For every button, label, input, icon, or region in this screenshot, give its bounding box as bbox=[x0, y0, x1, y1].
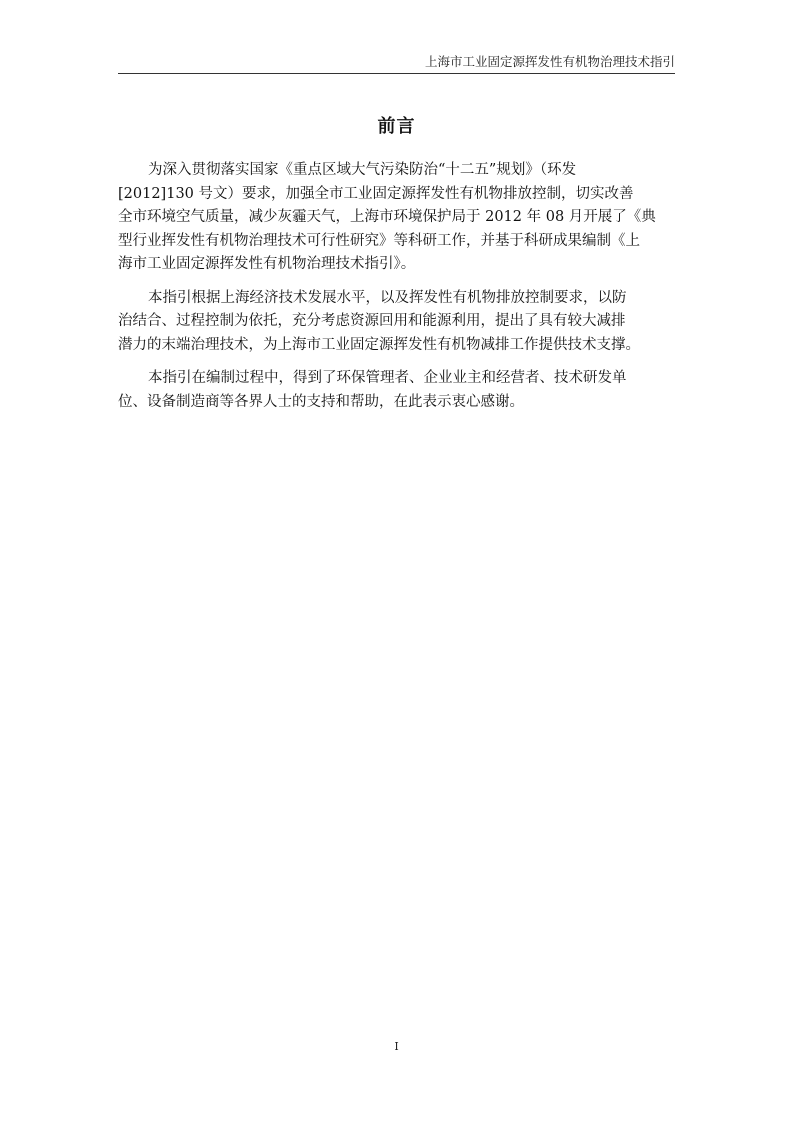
paragraph-line: 潜力的末端治理技术，为上海市工业固定源挥发性有机物减排工作提供技术支撑。 bbox=[118, 336, 640, 353]
paragraph-line: [2012]130 号文）要求，加强全市工业固定源挥发性有机物排放控制，切实改善 bbox=[118, 185, 634, 202]
paragraph-2 bbox=[118, 287, 680, 358]
paragraph-1 bbox=[118, 159, 680, 277]
paragraph-line: 本指引在编制过程中，得到了环保管理者、企业业主和经营者、技术研发单 bbox=[148, 370, 627, 386]
paragraph-line: 全市环境空气质量，减少灰霾天气，上海市环境保护局于 2012 年 08 月开展了《典 bbox=[118, 209, 656, 225]
section-title: 前言 bbox=[377, 116, 416, 137]
page-number: I bbox=[394, 1040, 399, 1053]
header-rule bbox=[118, 73, 675, 74]
paragraph-3 bbox=[118, 367, 680, 414]
paragraph-line: 海市工业固定源挥发性有机物治理技术指引》。 bbox=[118, 256, 416, 272]
paragraph-line: 为深入贯彻落实国家《重点区域大气污染防治“十二五”规划》（环发 bbox=[148, 162, 577, 178]
paragraph-line: 型行业挥发性有机物治理技术可行性研究》等科研工作，并基于科研成果编制《上 bbox=[118, 232, 640, 249]
body-text bbox=[118, 159, 680, 424]
running-header: 上海市工业固定源挥发性有机物治理技术指引 bbox=[424, 54, 675, 69]
paragraph-line: 位、设备制造商等各界人士的支持和帮助，在此表示衷心感谢。 bbox=[118, 393, 524, 410]
paragraph-line: 治结合、过程控制为依托，充分考虑资源回用和能源利用，提出了具有较大减排 bbox=[118, 313, 626, 329]
paragraph-line: 本指引根据上海经济技术发展水平，以及挥发性有机物排放控制要求，以防 bbox=[148, 289, 627, 306]
